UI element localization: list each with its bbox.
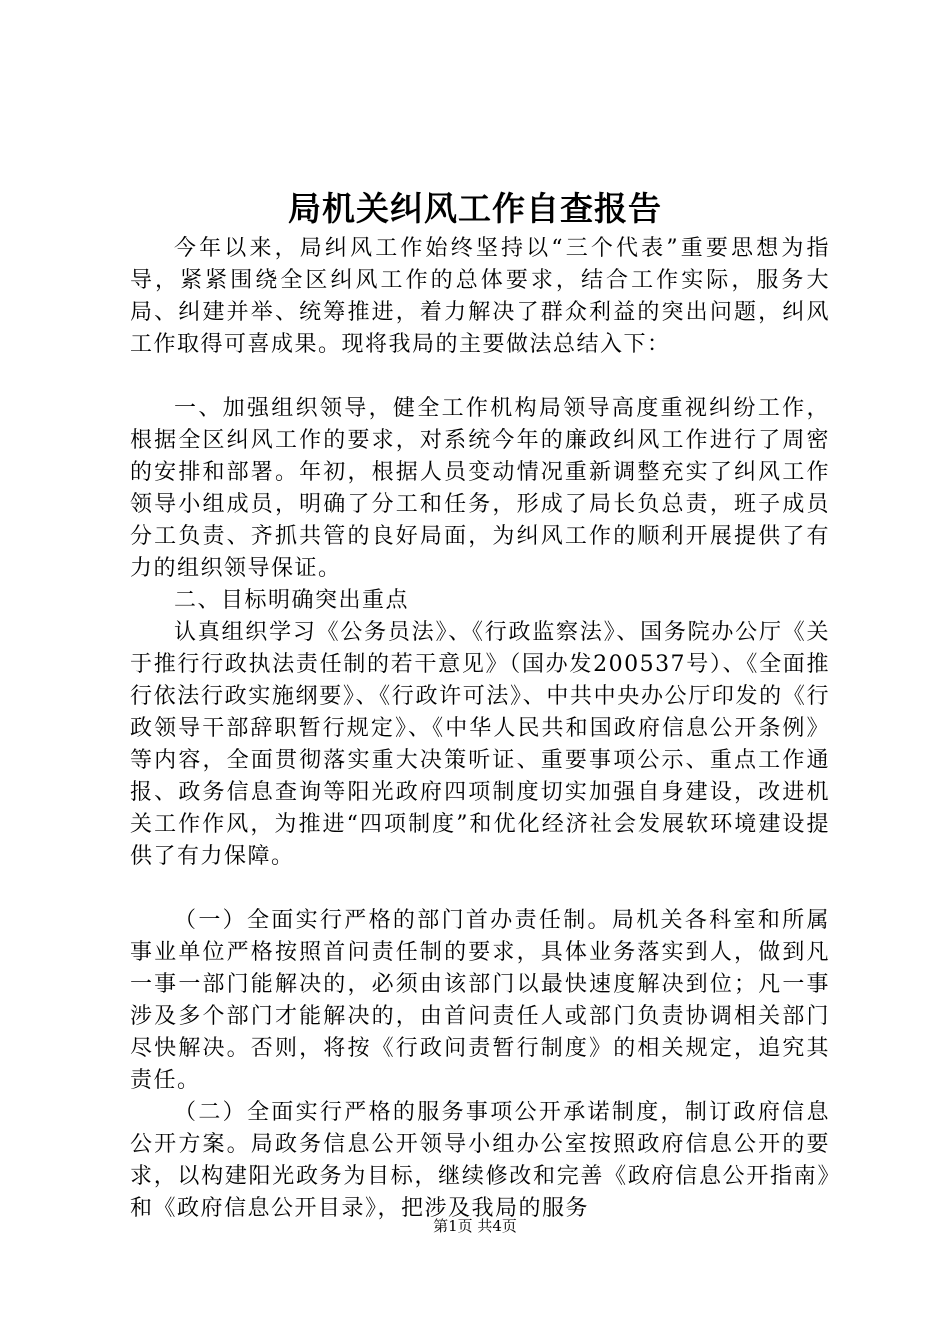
paragraph-item-1: （一）全面实行严格的部门首办责任制。局机关各科室和所属事业单位严格按照首问责任制的要求，具体业务落实到人，做到凡一事一部门能解决的，必须由该部门以最快速度解决到位；凡一事涉及多个部门才能解决的，由首问责任人或部门负责协调相关部门尽快解决。否则，将按《行政问责暂行制度》的相关规定，追究其责任。	[130, 908, 830, 1093]
paragraph-spacer	[130, 361, 830, 393]
section-heading-2: 二、目标明确突出重点	[174, 588, 410, 613]
paragraph-item-2: （二）全面实行严格的服务事项公开承诺制度，制订政府信息公开方案。局政务信息公开领导小组办公室按照政府信息公开的要求，以构建阳光政务为目标，继续修改和完善《政府信息公开指南》和《政府信息公开目录》，把涉及我局的服务	[130, 1100, 830, 1221]
document-body	[130, 233, 830, 1225]
paragraph-section-1: 一、加强组织领导，健全工作机构局领导高度重视纠纷工作，根据全区纠风工作的要求，对系统今年的廉政纠风工作进行了周密的安排和部署。年初，根据人员变动情况重新调整充实了纠风工作领导小组成员，明确了分工和任务，形成了局长负总责，班子成员分工负责、齐抓共管的良好局面，为纠风工作的顺利开展提供了有力的组织领导保证。	[130, 396, 830, 581]
paragraph-intro: 今年以来，局纠风工作始终坚持以“三个代表”重要思想为指导，紧紧围绕全区纠风工作的总体要求，结合工作实际，服务大局、纠建并举、统筹推进，着力解决了群众利益的突出问题，纠风工作取得可喜成果。现将我局的主要做法总结入下：	[130, 236, 830, 357]
page-footer: 第1页 共4页	[433, 1217, 517, 1235]
document-title: 局机关纠风工作自查报告	[288, 189, 662, 228]
paragraph-section-2: 认真组织学习《公务员法》、《行政监察法》、国务院办公厅《关于推行行政执法责任制的若干意见》（国办发200537号）、《全面推行依法行政实施纲要》、《行政许可法》、中共中央办公厅印发的《行政领导干部辞职暂行规定》、《中华人民共和国政府信息公开条例》等内容，全面贯彻落实重大决策听证、重要事项公示、重点工作通报、政务信息查询等阳光政府四项制度切实加强自身建设，改进机关工作作风，为推进“四项制度”和优化经济社会发展软环境建设提供了有力保障。	[130, 620, 830, 869]
paragraph-spacer	[130, 873, 830, 905]
